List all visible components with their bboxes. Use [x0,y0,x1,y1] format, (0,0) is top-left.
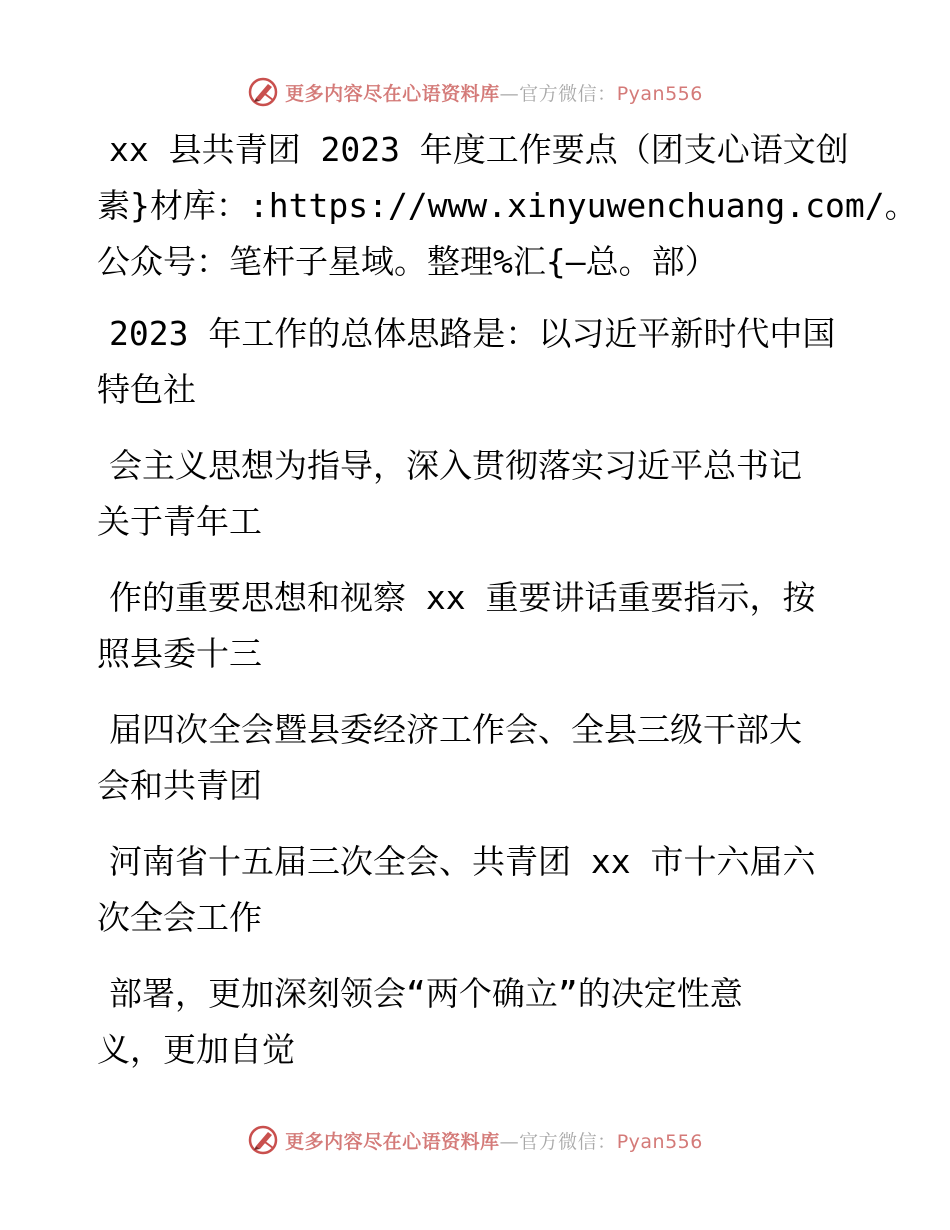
header-wechat-label: 官方微信： [519,82,617,105]
footer-wechat-id: Pyan556 [616,1130,703,1153]
pen-logo-icon [247,1124,279,1156]
paragraph [97,966,857,1078]
paragraph-line: 次全会工作 [97,898,262,937]
paragraph-line: 届四次全会暨县委经济工作会、全县三级干部大 [109,710,802,749]
paragraph-line: 照县委十三 [97,634,262,673]
paragraph [97,834,857,946]
paragraph-line: 公众号：笔杆子星域。整理%汇{—总。部） [97,242,718,281]
header-brand-text: 更多内容尽在心语资料库 [285,82,500,105]
paragraph-line: 会和共青团 [97,766,262,805]
footer-banner [0,1120,950,1160]
paragraph-line: 河南省十五届三次全会、共青团 xx 市十六届六 [109,842,816,881]
paragraph [97,438,857,550]
paragraph-line: 作的重要思想和视察 xx 重要讲话重要指示，按 [109,578,816,617]
paragraph-line: 会主义思想为指导，深入贯彻落实习近平总书记 [109,446,802,485]
paragraph [97,702,857,814]
paragraph-line: 2023 年工作的总体思路是：以习近平新时代中国 [109,314,836,353]
pen-logo-icon [247,76,279,108]
paragraph-line: 素}材库：:https://www.xinyuwenchuang.com/。 [97,186,918,225]
paragraph-line: 义，更加自觉 [97,1030,295,1069]
footer-dash: — [499,1130,520,1153]
paragraph-line: 部署，更加深刻领会“两个确立”的决定性意 [109,974,743,1013]
paragraph [97,570,857,682]
header-wechat-id: Pyan556 [616,82,703,105]
document-body [97,122,918,1098]
header-banner [0,72,950,112]
paragraph-line: 关于青年工 [97,502,262,541]
footer-wechat-label: 官方微信： [519,1130,617,1153]
paragraph-title [97,122,918,290]
paragraph [97,306,857,418]
paragraph-line: xx 县共青团 2023 年度工作要点（团支心语文创 [109,130,849,169]
header-banner-text [285,79,703,106]
footer-banner-text [285,1127,703,1154]
header-dash: — [499,82,520,105]
paragraph-line: 特色社 [97,370,196,409]
footer-brand-text: 更多内容尽在心语资料库 [285,1130,500,1153]
